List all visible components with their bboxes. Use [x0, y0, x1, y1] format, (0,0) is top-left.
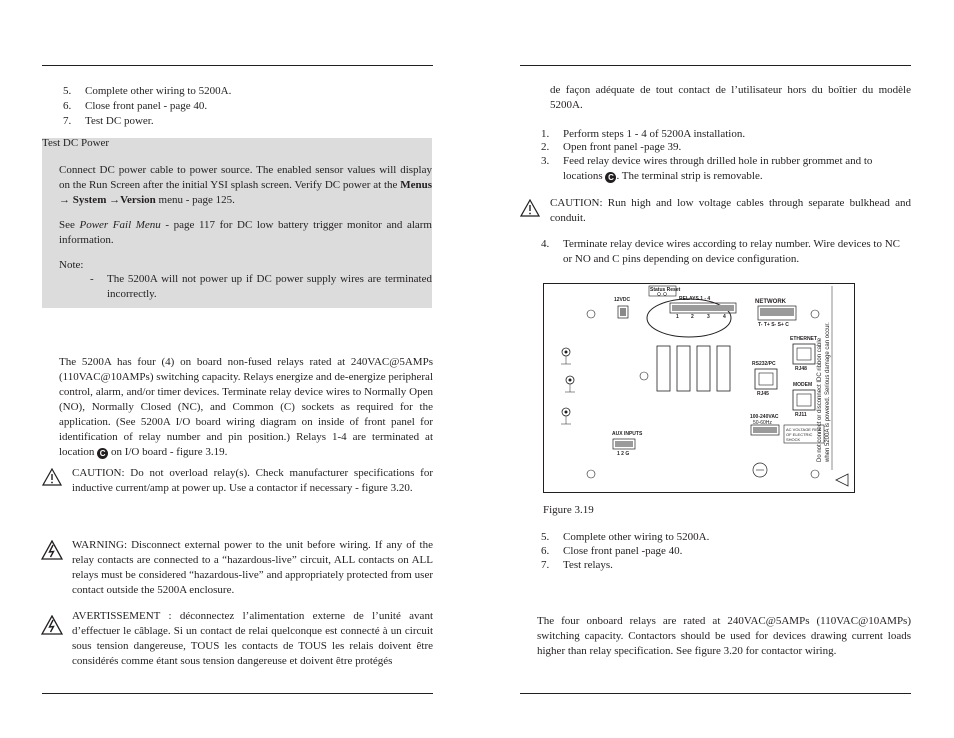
note-label: Note: — [59, 259, 84, 271]
caution-icon — [42, 468, 62, 486]
power-fail-text-end: - page 117 for DC low battery trigger monitor and alarm information. — [59, 219, 432, 246]
ribbon-cable-note — [816, 282, 832, 462]
left-top-rule — [42, 65, 433, 66]
continued-paragraph: de façon adéquate de tout contact de l’utilisateur hors du boîtier du modèle 5200A. — [550, 84, 911, 111]
right-step-3-num: 3. — [541, 155, 550, 167]
electrical-warning-icon-fr — [41, 615, 63, 635]
relays-paragraph — [59, 355, 433, 460]
ribbon-note-line-2: when 5200A is powered. Serious damage can occur. — [825, 322, 831, 462]
right-step-2 — [541, 140, 681, 155]
arrow-icon: → — [59, 194, 73, 206]
ac-voltage-warning-label: AC VOLTAGE RISK OF ELECTRIC SHOCK — [786, 427, 822, 442]
power-fail-paragraph — [59, 218, 432, 248]
right-step-5 — [541, 530, 709, 545]
system-label: System — [72, 194, 107, 206]
rj48-label: RJ48 — [795, 366, 807, 372]
relay-num-2: 2 — [691, 314, 694, 320]
menus-label: Menus — [400, 179, 432, 191]
relays-text: The 5200A has four (4) on board non-fused relays rated at 240VAC@5AMPs (110VAC@10AMPs) switching capacity. Relays energize and de-energize peripheral control, alarm, and/or timer devices. Terminate relay device wires to Normally Open (NO), Normally Closed (NC), and Common (C) sockets as required for the application. (See 5200A I/O board wiring diagram on inside of front panel for identification of relay number and pin position.) Relays 1-4 are terminated at location — [59, 356, 433, 458]
relay-num-1: 1 — [676, 314, 679, 320]
version-label: Version — [120, 194, 156, 206]
step-number: 5. — [541, 531, 550, 543]
caution-icon — [520, 199, 540, 217]
relays-label: RELAYS 1 - 4 — [679, 296, 711, 302]
right-step-4-text: Terminate relay device wires according to relay number. Wire devices to NC or NO and C pins depending on device configuration. — [563, 238, 901, 265]
step-text: Complete other wiring to 5200A. — [85, 85, 232, 97]
caution-cables-text: CAUTION: Run high and low voltage cables through separate bulkhead and conduit. — [550, 197, 911, 224]
left-step-6 — [63, 99, 207, 114]
contactor-paragraph: The four onboard relays are rated at 240VAC@5AMPs (110VAC@10AMPs) switching capacity. Contactors should be used for devices drawing current loads higher than relay specification. See figure 3.20 for contactor wiring. — [537, 615, 911, 657]
step-text: Perform steps 1 - 4 of 5200A installation. — [563, 128, 746, 140]
aux-pins-label: 1 2 G — [617, 451, 630, 457]
step-number: 6. — [63, 100, 72, 112]
right-bottom-rule — [520, 693, 911, 694]
location-c-badge: C — [605, 172, 616, 183]
step-text: Test relays. — [563, 559, 613, 571]
step-number: 6. — [541, 545, 550, 557]
right-step-4-num: 4. — [541, 238, 550, 250]
12vdc-label: 12VDC — [614, 297, 631, 303]
caution-relay-text: CAUTION: Do not overload relay(s). Check manufacturer specifications for inductive current/amp at power up. Use a contactor if necessary - figure 3.20. — [72, 467, 433, 494]
hz-label: 50-60Hz — [753, 420, 772, 426]
test-dc-power-title: Test DC Power — [42, 137, 110, 149]
electrical-warning-icon — [41, 540, 63, 560]
network-pins-label: T- T+ S- S+ C — [758, 322, 789, 328]
right-step-3-text — [563, 154, 903, 184]
modem-label: MODEM — [793, 382, 813, 388]
dc-power-text-end: menu - page 125. — [155, 194, 235, 206]
step-number: 1. — [541, 128, 550, 140]
step-number: 5. — [63, 85, 72, 97]
step-number: 7. — [541, 559, 550, 571]
left-bottom-rule — [42, 693, 433, 694]
relays-text-end: on I/O board - figure 3.19. — [108, 446, 228, 458]
step-text: Close front panel -page 40. — [563, 545, 683, 557]
power-fail-menu-ref: Power Fail Menu — [79, 219, 161, 231]
location-c-badge: C — [97, 448, 108, 459]
note-text: The 5200A will not power up if DC power supply wires are terminated incorrectly. — [107, 273, 432, 300]
network-label: NETWORK — [755, 299, 786, 305]
right-top-rule — [520, 65, 911, 66]
relay-num-3: 3 — [707, 314, 710, 320]
figure-caption: Figure 3.19 — [543, 504, 594, 516]
note-dash: - — [90, 273, 94, 285]
step-text: Close front panel - page 40. — [85, 100, 208, 112]
step-text: Open front panel -page 39. — [563, 141, 682, 153]
board-drawing — [544, 284, 854, 492]
status-reset-label: Status Reset — [650, 287, 681, 293]
right-step-7 — [541, 558, 613, 573]
rj45-label: RJ45 — [757, 391, 769, 397]
io-board-diagram — [543, 283, 855, 493]
step3-text-end: . The terminal strip is removable. — [616, 170, 763, 182]
left-step-7 — [63, 114, 154, 129]
step-number: 7. — [63, 115, 72, 127]
left-step-5 — [63, 84, 231, 99]
dc-power-paragraph — [59, 163, 432, 208]
step-number: 2. — [541, 141, 550, 153]
arrow-icon: → — [106, 194, 121, 206]
avertissement-text: AVERTISSEMENT : déconnectez l’alimentation externe de l’unité avant d’effectuer le câblage. Si un contact de relai quelconque est connecté à un circuit sous tension dangereuse, TOUS les contacts de TOUS les relais doivent être considérés comme étant sous tension dangereuse et doivent être protégés — [72, 610, 433, 667]
step-text: Test DC power. — [85, 115, 154, 127]
step3-text: Feed relay device wires through drilled hole in rubber grommet and to locations — [563, 155, 873, 182]
step-text: Complete other wiring to 5200A. — [563, 531, 710, 543]
ethernet-label: ETHERNET — [790, 336, 817, 342]
ribbon-note-line-1: Do not connect or disconnect IDC ribbon cable — [817, 337, 823, 462]
aux-inputs-label: AUX INPUTS — [612, 431, 643, 437]
right-step-6 — [541, 544, 682, 559]
warning-text: WARNING: Disconnect external power to the unit before wiring. If any of the relay contacts are connected to a “hazardous-live” circuit, ALL contacts on ALL relays must be considered “hazardous-live” and appropriately protected from user contact outside the 5200A enclosure. — [72, 539, 433, 596]
dc-power-text: Connect DC power cable to power source. The enabled sensor values will display on the Run Screen after the initial YSI splash screen. Verify DC power at the — [59, 164, 432, 191]
rs232-label: RS232/PC — [752, 361, 776, 367]
relay-num-4: 4 — [723, 314, 726, 320]
power-fail-text: See — [59, 219, 80, 231]
rj11-label: RJ11 — [795, 412, 807, 418]
vac-label: 100-240VAC — [750, 414, 779, 420]
